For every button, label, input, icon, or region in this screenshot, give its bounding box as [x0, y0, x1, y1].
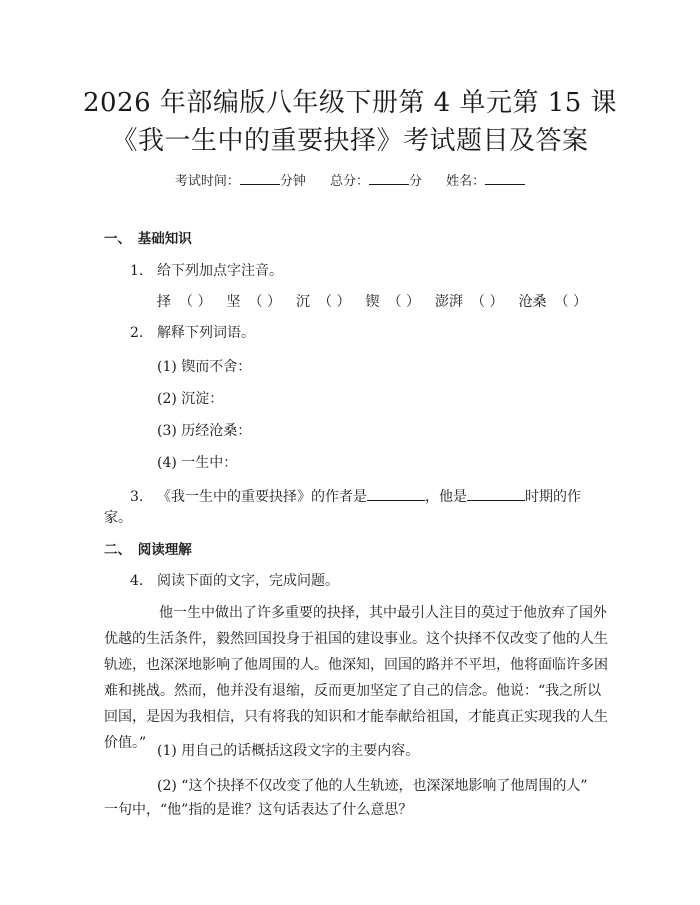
exam-score-blank[interactable]	[369, 171, 409, 185]
pinyin-item	[366, 292, 420, 312]
exam-name-label: 姓名：	[446, 174, 486, 189]
exam-score	[330, 174, 422, 189]
q2-text: 解释下列词语。	[157, 325, 255, 341]
section-1-heading: 一、 基础知识	[104, 231, 192, 247]
pinyin-word: 择	[157, 294, 171, 310]
pinyin-answer-paren[interactable]: （ ）	[318, 294, 351, 310]
passage-line: 回国，是因为我相信，只有将我的知识和才能奉献给祖国，才能真正实现我的人生	[104, 709, 608, 725]
exam-name-blank[interactable]	[485, 171, 525, 185]
pinyin-answer-paren[interactable]: （ ）	[179, 294, 212, 310]
pinyin-answer-paren[interactable]: （ ）	[248, 294, 281, 310]
q3-text-c: 时期的作	[525, 489, 581, 505]
q3-text-a: 《我一生中的重要抉择》的作者是	[157, 489, 367, 505]
pinyin-answer-paren[interactable]: （ ）	[554, 294, 587, 310]
exam-score-label: 总分：	[329, 174, 369, 189]
pinyin-item	[227, 292, 281, 312]
passage-line: 他一生中做出了许多重要的抉择，其中最引人注目的莫过于他放弃了国外	[159, 605, 607, 621]
q2-item-3: (3) 历经沧桑：	[157, 423, 252, 439]
title-line-1: 2026 年部编版八年级下册第 4 单元第 15 课	[82, 88, 618, 118]
exam-info	[0, 171, 700, 191]
q3-author-blank[interactable]	[367, 487, 425, 501]
q4-text: 阅读下面的文字，完成问题。	[157, 573, 339, 589]
exam-time-blank[interactable]	[240, 171, 280, 185]
q3-text-d: 家。	[104, 510, 132, 526]
pinyin-item	[157, 292, 211, 312]
exam-time-label: 考试时间：	[174, 174, 240, 189]
reading-passage	[104, 600, 608, 756]
exam-time-unit: 分钟	[279, 174, 306, 189]
pinyin-word: 澎湃	[435, 294, 463, 310]
q4-sub-2-line-1: (2) “这个抉择不仅改变了他的人生轨迹，也深深地影响了他周围的人”	[157, 778, 588, 794]
q3-number: 3.	[130, 489, 144, 505]
q3-text-b: ，他是	[425, 489, 467, 505]
pinyin-answer-paren[interactable]: （ ）	[471, 294, 504, 310]
passage-line: 难和挑战。然而，他并没有退缩，反而更加坚定了自己的信念。他说：“我之所以	[104, 683, 602, 699]
pinyin-item	[519, 292, 587, 312]
q2-item-4: (4) 一生中：	[157, 455, 238, 471]
pinyin-word: 沉	[296, 294, 310, 310]
passage-line: 优越的生活条件，毅然回国投身于祖国的建设事业。这个抉择不仅改变了他的人生	[104, 631, 608, 647]
q4-sub-1: (1) 用自己的话概括这段文字的主要内容。	[157, 743, 420, 759]
q4-number: 4.	[130, 573, 144, 589]
pinyin-answer-paren[interactable]: （ ）	[387, 294, 420, 310]
pinyin-item	[296, 292, 350, 312]
section-2-heading: 二、 阅读理解	[104, 542, 192, 558]
pinyin-word: 沧桑	[518, 294, 547, 310]
pinyin-item	[435, 292, 503, 312]
exam-time	[175, 174, 306, 189]
exam-name	[446, 174, 525, 189]
pinyin-word: 坚	[226, 294, 241, 310]
q3-text	[157, 487, 581, 507]
title-line-2: 《我一生中的重要抉择》考试题目及答案	[111, 126, 589, 156]
pinyin-word: 锲	[365, 294, 380, 310]
passage-line: 价值。”	[104, 735, 147, 751]
q2-number: 2.	[130, 325, 144, 341]
q1-number: 1.	[130, 263, 144, 279]
q2-item-2: (2) 沉淀：	[157, 391, 224, 407]
q4-sub-2-line-2: 一句中，“他”指的是谁？这句话表达了什么意思？	[104, 802, 413, 818]
q3-era-blank[interactable]	[467, 487, 525, 501]
exam-score-unit: 分	[409, 174, 423, 189]
pinyin-items	[157, 292, 587, 312]
q2-item-1: (1) 锲而不舍：	[157, 359, 252, 375]
passage-line: 轨迹，也深深地影响了他周围的人。他深知，回国的路并不平坦，他将面临许多困	[104, 657, 608, 673]
q1-text: 给下列加点字注音。	[157, 263, 283, 279]
